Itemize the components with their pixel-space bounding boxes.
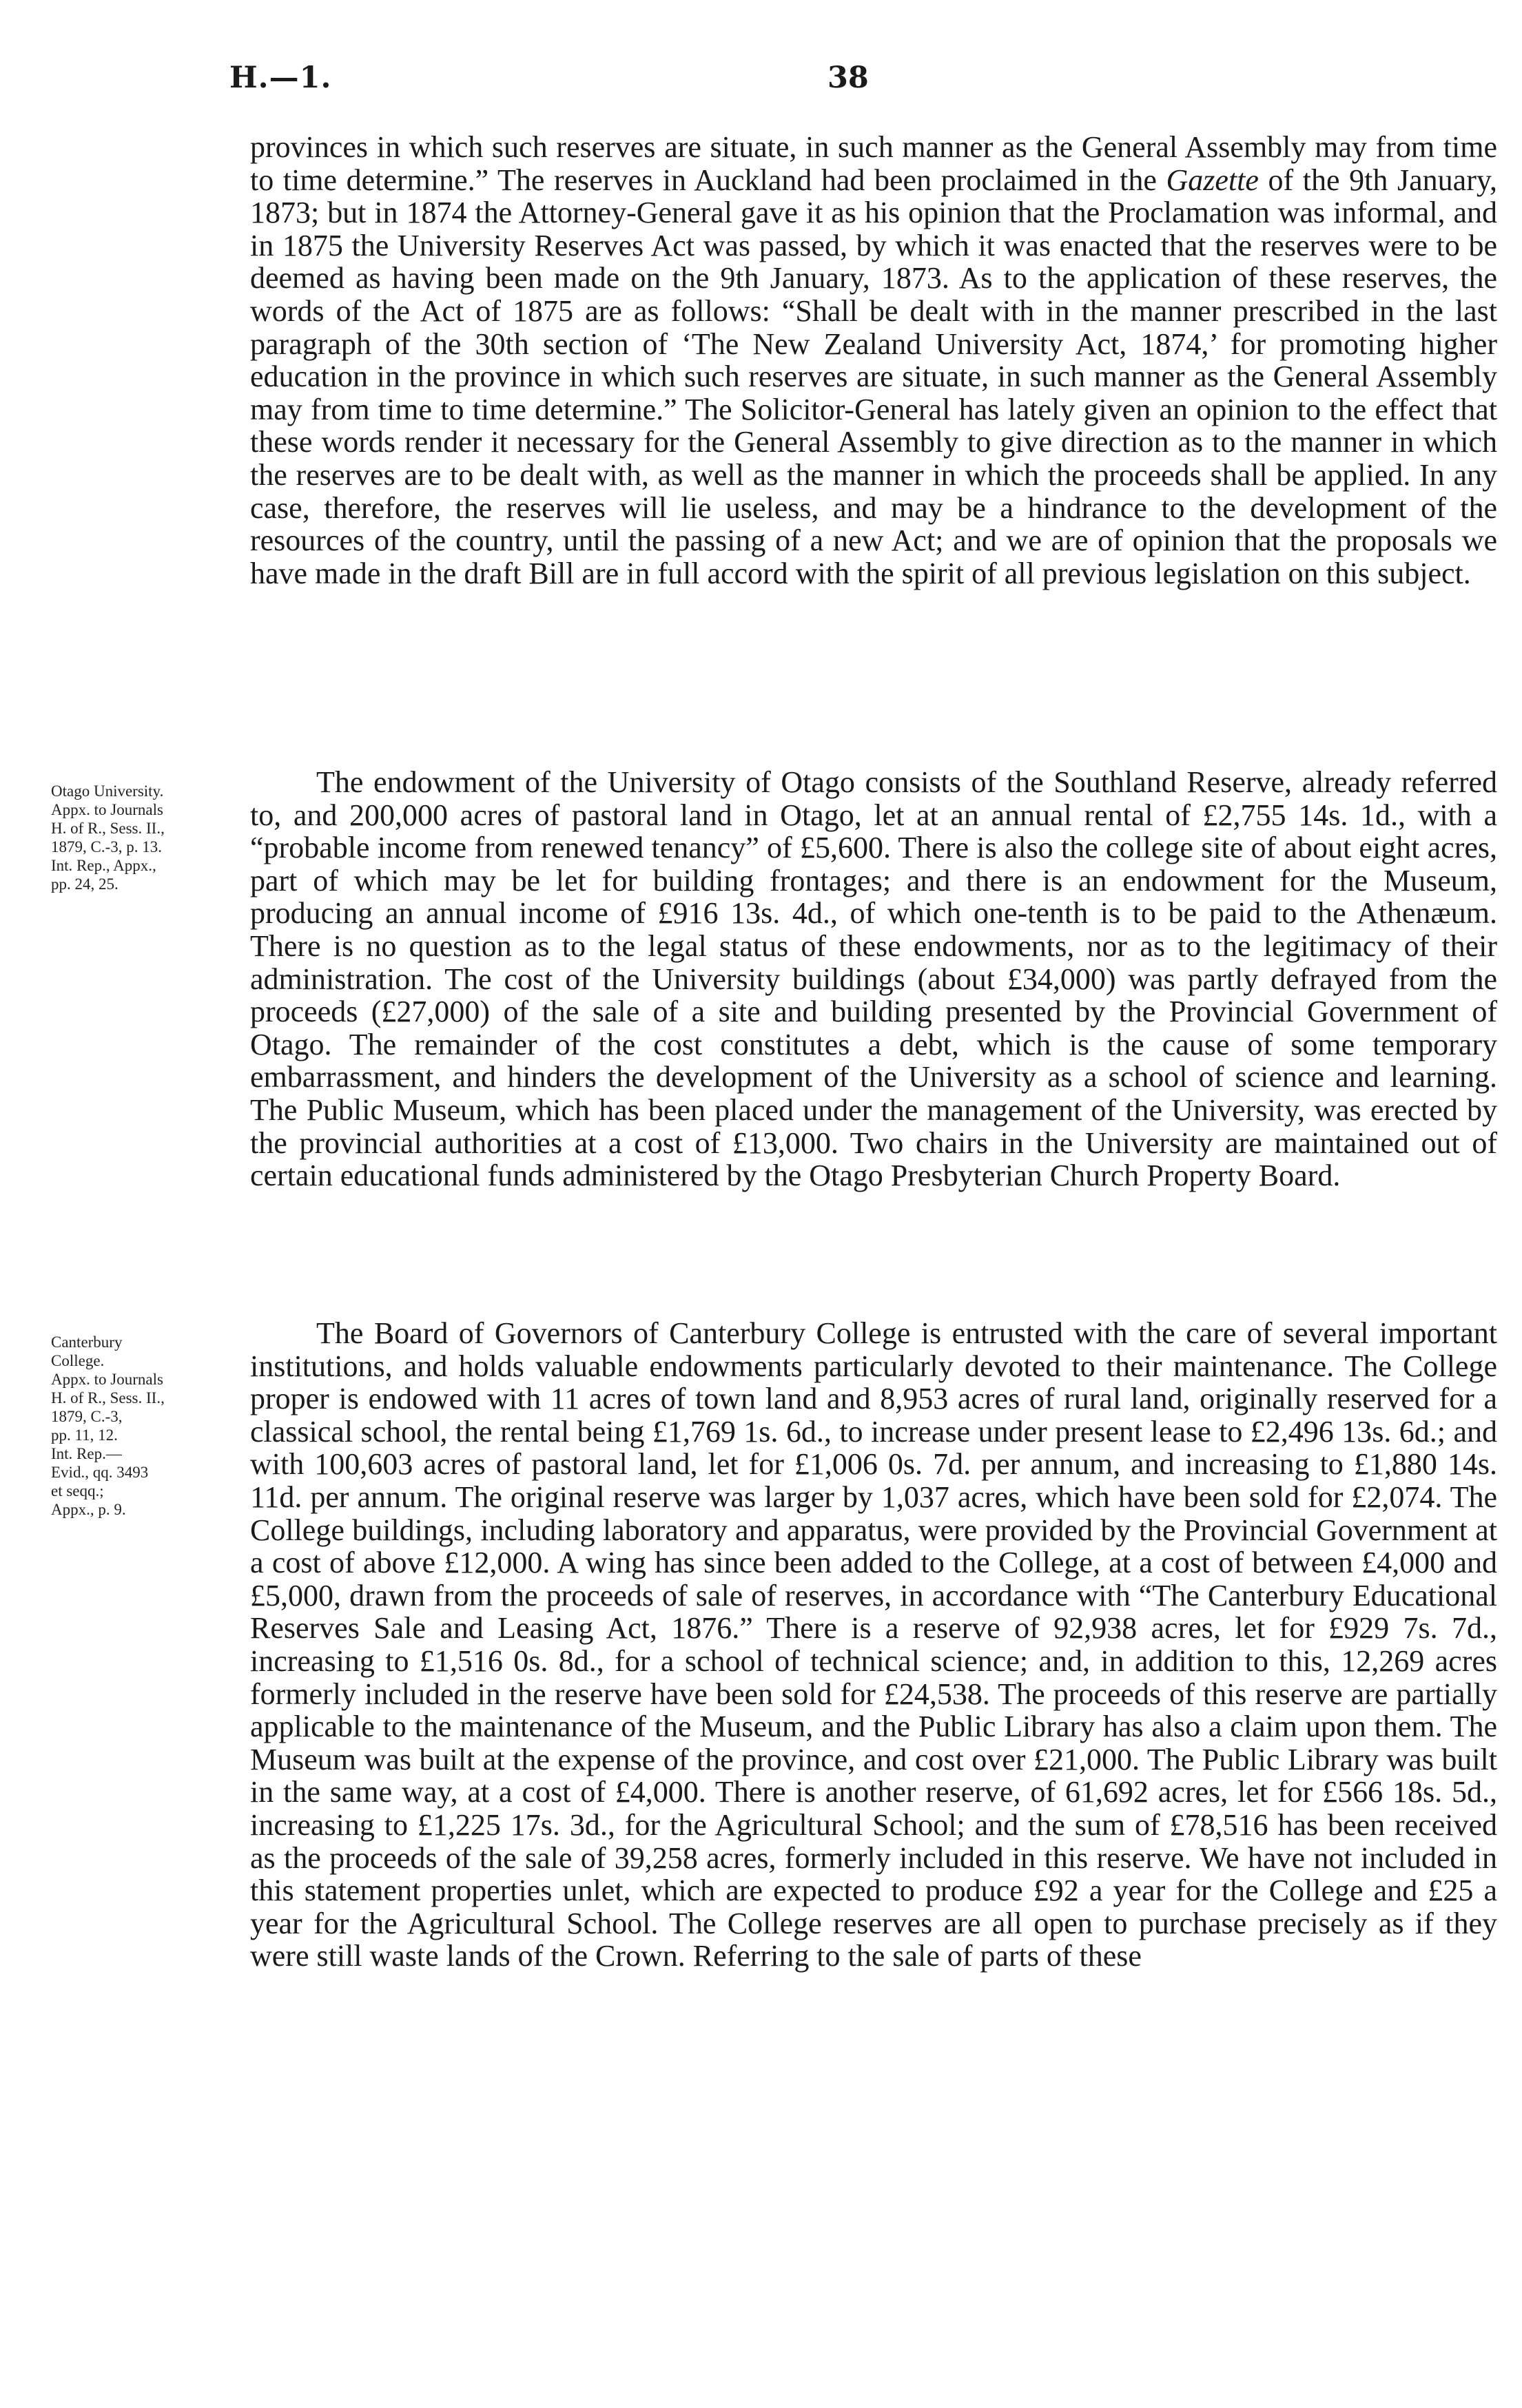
paragraph-canterbury-college xyxy=(250,1317,1497,1973)
text-run: provinces in which such reserves are situate, in such manner as the General Assembly may from time to time determine.” The reserves in Auckland had been proclaimed in the xyxy=(250,130,1497,197)
document-reference: H.—1. xyxy=(229,61,332,95)
sidenote-line: Evid., qq. 3493 xyxy=(51,1464,149,1481)
sidenote-line: Canterbury xyxy=(51,1333,123,1351)
sidenote-line: et seqq.; xyxy=(51,1482,104,1499)
sidenote-line: H. of R., Sess. II., xyxy=(51,1389,165,1407)
paragraph-text xyxy=(250,1317,1497,1973)
sidenote-canterbury xyxy=(51,1333,251,1519)
paragraph-text xyxy=(250,131,1497,590)
page-number: 38 xyxy=(827,61,869,95)
sidenote-line: Appx. to Journals xyxy=(51,801,163,818)
sidenote-line: pp. 11, 12. xyxy=(51,1426,118,1444)
sidenote-line: Otago University. xyxy=(51,782,164,800)
sidenote-otago xyxy=(51,782,251,893)
italic-text: Gazette xyxy=(1166,163,1259,197)
sidenote-line: College. xyxy=(51,1352,105,1369)
sidenote-line: Appx. to Journals xyxy=(51,1371,163,1388)
sidenote-line: pp. 24, 25. xyxy=(51,875,119,893)
sidenote-line: H. of R., Sess. II., xyxy=(51,820,165,837)
paragraph-text xyxy=(250,766,1497,1192)
text-run: The endowment of the University of Otago consists of the Southland Reserve, already referred to, and 200,000 acres of pastoral land in Otago, let at an annual rental of £2,755 14s. 1d., with a “probable income from renewed tenancy” of £5,600. There is also the college site of about eight acres, part of which may be let for building frontages; and there is an endowment for the Museum, producing an annual income of £916 13s. 4d., of which one-tenth is to be paid to the Athenæum. There is no question as to the legal status of these endowments, nor as to the legitimacy of their administration. The cost of the University buildings (about £34,000) was partly defrayed from the proceeds (£27,000) of the sale of a site and building presented by the Provincial Government of Otago. The remainder of the cost constitutes a debt, which is the cause of some temporary embarrassment, and hinders the development of the University as a school of science and learning. The Public Museum, which has been placed under the management of the University, was erected by the provincial authorities at a cost of £13,000. Two chairs in the University are maintained out of certain educational funds administered by the Otago Presbyterian Church Property Board. xyxy=(250,765,1497,1193)
paragraph-otago-university xyxy=(250,766,1497,1192)
text-run: of the 9th January, 1873; but in 1874 the Attorney-General gave it as his opinion that the Proclamation was informal, and in 1875 the University Reserves Act was passed, by which it was enacted that the reserves were to be deemed as having been made on the 9th January, 1873. As to the application of these reserves, the words of the Act of 1875 are as follows: “Shall be dealt with in the manner prescribed in the last paragraph of the 30th section of ‘The New Zealand University Act, 1874,’ for promoting higher education in the province in which such reserves are situate, in such manner as the General Assembly may from time to time determine.” The Solicitor-General has lately given an opinion to the effect that these words render it necessary for the General Assembly to give direction as to the manner in which the reserves are to be dealt with, as well as the manner in which the proceeds shall be applied. In any case, therefore, the reserves will lie useless, and may be a hindrance to the development of the resources of the country, until the passing of a new Act; and we are of opinion that the proposals we have made in the draft Bill are in full accord with the spirit of all previous legislation on this subject. xyxy=(250,163,1497,590)
sidenote-line: 1879, C.-3, xyxy=(51,1408,123,1425)
text-run: The Board of Governors of Canterbury College is entrusted with the care of several important institutions, and holds valuable endowments particularly devoted to their maintenance. The College proper is endowed with 11 acres of town land and 8,953 acres of rural land, originally reserved for a classical school, the rental being £1,769 1s. 6d., to increase under present lease to £2,496 13s. 6d.; and with 100,603 acres of pastoral land, let for £1,006 0s. 7d. per annum, and increasing to £1,880 14s. 11d. per annum. The original reserve was larger by 1,037 acres, which have been sold for £2,074. The College buildings, including laboratory and apparatus, were provided by the Provincial Government at a cost of above £12,000. A wing has since been added to the College, at a cost of between £4,000 and £5,000, drawn from the proceeds of sale of reserves, in accordance with “The Canterbury Educational Reserves Sale and Leasing Act, 1876.” There is a reserve of 92,938 acres, let for £929 7s. 7d., increasing to £1,516 0s. 8d., for a school of technical science; and, in addition to this, 12,269 acres formerly included in the reserve have been sold for £24,538. The proceeds of this reserve are partially applicable to the maintenance of the Museum, and the Public Library has also a claim upon them. The Museum was built at the expense of the province, and cost over £21,000. The Public Library was built in the same way, at a cost of £4,000. There is another reserve, of 61,692 acres, let for £566 18s. 5d., increasing to £1,225 17s. 3d., for the Agricultural School; and the sum of £78,516 has been received as the proceeds of the sale of 39,258 acres, formerly included in this reserve. We have not included in this statement properties unlet, which are expected to produce £92 a year for the College and £25 a year for the Agricultural School. The College reserves are all open to purchase precisely as if they were still waste lands of the Crown. Referring to the sale of parts of these xyxy=(250,1316,1497,1973)
sidenote-line: Int. Rep.— xyxy=(51,1445,122,1462)
paragraph-university-reserves xyxy=(250,131,1497,590)
page-header xyxy=(229,61,1497,109)
sidenote-line: 1879, C.-3, p. 13. xyxy=(51,838,162,855)
sidenote-line: Appx., p. 9. xyxy=(51,1501,126,1518)
sidenote-line: Int. Rep., Appx., xyxy=(51,857,156,874)
